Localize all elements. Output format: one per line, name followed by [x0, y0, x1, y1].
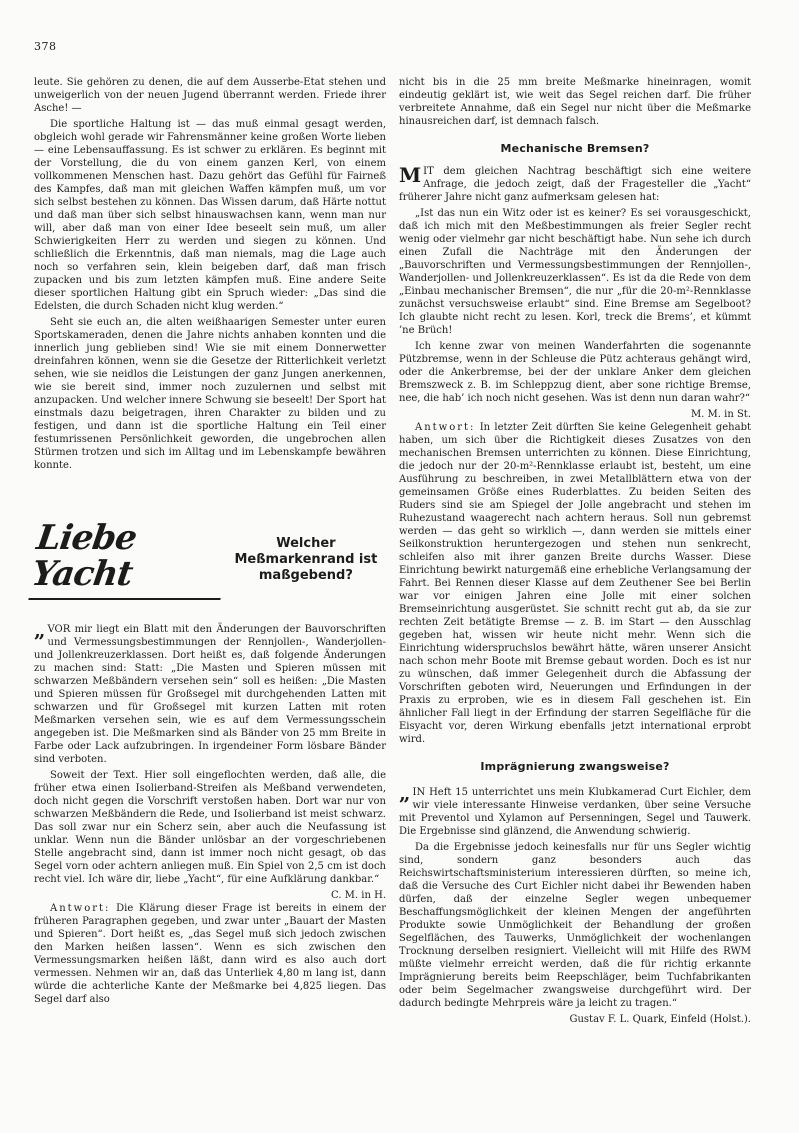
- reader-letter: „Ist das nun ein Witz oder ist es keiner? Es sei vorausgeschickt, daß ich mich mit den Meßbestimmungen als freier Segler recht wenig oder vielmehr gar nicht beschäftigt habe. Nun sehe ich durch einen Zufall die Nachträge mit den Änderungen der „Bauvorschriften und Vermessungsbestimmungen der Rennjollen-, Wanderjollen- und Jollenkreuzerklassen“. Es ist da die Rede von dem „Einbau mechanischer Bremsen“, die nur „für die 20-m²-Rennklasse zunächst versuchsweise erlaubt“ sind. Eine Bremse am Segelboot? Ich glaubte nicht recht zu lesen. Korl, treck die Brems’, et kümmt ’ne Brüch!: [399, 208, 751, 336]
- article-title: Welcher Meßmarkenrand ist maßgebend?: [234, 536, 378, 583]
- reader-letter: „ VOR mir liegt ein Blatt mit den Änderungen der Bauvorschriften und Vermessungsbestimmungen der Rennjollen-, Wanderjollen- und Jollenkreuzerklassen. Dort heißt es, daß folgende Änderungen zu machen sind: Statt: „Die Masten und Spieren müssen mit schwarzen Meßbändern versehen sein“ soll es heißen: „Die Masten und Spieren müssen für Großsegel mit durchgehenden Latten mit schwarzen und für Großsegel mit kurzen Latten mit roten Meßmarken versehen sein, wie es auf dem Vermessungsschein angegeben ist. Die Meßmarken sind als Bänder von 25 mm Breite in Farbe oder Lack aufzubringen. In irgendeiner Form lösbare Bänder sind verboten.: [34, 620, 386, 766]
- answer-label: Antwort:: [415, 422, 476, 433]
- signature: C. M. in H.: [331, 890, 386, 901]
- body-paragraph: Seht sie euch an, die alten weißhaarigen Semester unter euren Sportskameraden, denen die Jahre nichts anhaben konnten und die innerlich jung geblieben sind! Wie sie mit einem Donnerwetter dreinfahren können, wenn sie die Gesetze der Ritterlichkeit verletzt sehen, wie sie neidlos die Leistungen der ganz Jungen anerkennen, wie sie bereit sind, immer noch zuzulernen und selbst mit anzupacken. Und welcher innere Schwung sie beseelt! Der Sport hat einstmals dazu beigetragen, ihren Charakter zu bilden und zu festigen, und dann ist die sportliche Haltung ein Teil einer festumrissenen Persönlichkeit geworden, die ungebrochen allen Stürmen trotzen und sich im Alltag und im Lebenskampfe bewähren konnte.: [34, 317, 386, 471]
- page-number: 378: [34, 40, 57, 53]
- column-logo: Liebe Yacht: [28, 520, 231, 600]
- answer-paragraph: [399, 421, 751, 746]
- left-column: [29, 76, 386, 1009]
- reader-letter: MIT dem gleichen Nachtrag beschäftigt sich eine weitere Anfrage, die jedoch zeigt, daß der Fragesteller die „Yacht“ früherer Jahre nicht ganz aufmerksam gelesen hat:: [399, 163, 751, 203]
- right-column: [399, 76, 751, 1026]
- answer-text: Die Klärung dieser Frage ist bereits in einem der früheren Paragraphen gegeben, und zwar unter „Bauart der Masten und Spieren“. Dort heißt es, „das Segel muß sich jedoch zwischen den Marken heißen lassen“. Wenn es sich zwischen den Vermessungsmarken heißen läßt, dann wird es also auch dort vermessen. Nehmen wir an, daß das Unterliek 4,80 m lang ist, dann würde die achterliche Kante der Meßmarke bei 4,825 liegen. Das Segel darf also: [34, 903, 386, 1005]
- column-header: [29, 518, 386, 600]
- answer-paragraph: [34, 902, 386, 1006]
- reader-letter: Soweit der Text. Hier soll eingeflochten werden, daß alle, die früher etwa einen Isolierband-Streifen als Meßband verwendeten, doch nicht gegen die Vorschrift verstoßen haben. Dort war nur von schwarzen Meßbändern die Rede, und Isolierband ist meist schwarz. Das soll zwar nur ein Scherz sein, aber auch die Neufassung ist unklar. Wenn nun die Bänder unlösbar an der vorgeschriebenen Stelle angebracht sind, dann ist immer noch nicht gesagt, ob das Segel vorn oder achtern anliegen muß. Ein Spiel von 2,5 cm ist doch recht viel. Ich wäre dir, liebe „Yacht“, für eine Aufklärung dankbar.“: [34, 770, 386, 885]
- signature: Gustav F. L. Quark, Einfeld (Holst.).: [569, 1014, 751, 1025]
- reader-letter: „ IN Heft 15 unterrichtet uns mein Klubkamerad Curt Eichler, dem wir viele interessante Hinweise verdanken, über seine Versuche mit Preventol und Xylamon auf Persenningen, Segel und Tauwerk. Die Ergebnisse sind glänzend, die Anwendung schwierig.: [399, 783, 751, 838]
- reader-letter: Da die Ergebnisse jedoch keinesfalls nur für uns Segler wichtig sind, sondern ganz besonders auch das Reichswirtschaftsministerium interessieren dürften, so meine ich, daß die Versuche des Curt Eichler nicht dabei ihr Bewenden haben dürfen, daß der einzelne Segler wegen unbequemer Beschaffungsmöglichkeit der kleinen Mengen der angeführten Produkte sowie Unmöglichkeit der Behandlung der großen Segelflächen, des Tauwerks, Unmöglichkeit der wochenlangen Trocknung derselben resigniert. Vielleicht will mit Hilfe des RWM müßte vielmehr erreicht werden, daß die für richtig erkannte Imprägnierung bereits beim Reepschläger, beim Tuchfabrikanten oder beim Segelmacher zwangsweise durchgeführt wird. Der dadurch bedingte Mehrpreis wäre ja leicht zu tragen.“: [399, 842, 751, 1009]
- body-paragraph: Die sportliche Haltung ist — das muß einmal gesagt werden, obgleich wohl gerade wir Fahrensmänner keine großen Worte lieben — eine Lebensauffassung. Es ist schwer zu erklären. Es beginnt mit der Vorstellung, die du von einem ganzen Kerl, von einem vollkommenen Menschen hast. Dazu gehört das Gefühl für Fairneß des Kampfes, daß man mit gleichen Waffen kämpfen muß, um vor sich selbst bestehen zu können. Das Wissen darum, daß Härte nottut und daß man über sich selbst hinauswachsen kann, wenn man nur will, aber daß man von einer Idee beseelt sein muß, um aller Schwierigkeiten Herr zu werden und siegen zu können. Und schließlich die Erkenntnis, daß man niemals, mag die Lage auch noch so verfahren sein, klein beigeben darf, daß man frisch zupacken und bis zum letzten kämpfen muß. Eine andere Seite dieser sportlichen Haltung gibt ein Spruch wieder: „Das sind die Edelsten, die durch Schaden nicht klug werden.“: [34, 119, 386, 312]
- reader-letter: Ich kenne zwar von meinen Wanderfahrten die sogenannte Pützbremse, wenn in der Schleuse die Pütz achteraus gehängt wird, oder die Ankerbremse, bei der der unklare Anker dem gleichen Bremszweck z. B. im Schleppzug dient, aber sone richtige Bremse, nee, die hab’ ich noch nicht gesehen. Was ist denn nun daran wahr?“: [399, 341, 751, 404]
- body-paragraph: nicht bis in die 25 mm breite Meßmarke hineinragen, womit eindeutig geklärt ist, wie weit das Segel reichen darf. Die früher verbreitete Annahme, daß ein Segel nur nicht über die Meßmarke hinausreichen darf, ist demnach falsch.: [399, 77, 751, 127]
- signature: M. M. in St.: [690, 409, 751, 420]
- body-paragraph: leute. Sie gehören zu denen, die auf dem Ausserbe-Etat stehen und unweigerlich von der neuen Jugend überrannt werden. Friede ihrer Asche! —: [34, 77, 386, 114]
- article-title: Mechanische Bremsen?: [500, 142, 650, 155]
- article-title: Imprägnierung zwangsweise?: [480, 760, 670, 773]
- answer-text: In letzter Zeit dürften Sie keine Gelegenheit gehabt haben, um sich über die Richtigkeit dieses Zusatzes von den mechanischen Bremsen unterrichten zu können. Diese Einrichtung, die jedoch nur der 20-m²-Rennklasse erlaubt ist, besteht, um eine Ausführung zu beschreiben, in zwei Metallblättern etwa von der gemeinsamen Größe eines Ruderblattes. Zu beiden Seiten des Ruders sind sie am Spiegel der Jolle angebracht und stehen im Ruhezustand waagerecht nach achtern heraus. Soll nun gebremst werden — das geht so wirklich —, dann werden sie mittels einer Seilkonstruktion heruntergezogen und stehen nun senkrecht, schleifen also mit ihrer ganzen Breite durchs Wasser. Diese Einrichtung bewirkt naturgemäß eine erhebliche Verlangsamung der Fahrt. Bei Rennen dieser Klasse auf dem Zeuthener See bei Berlin war vor einigen Jahren eine Jolle mit einer solchen Bremseinrichtung ausgerüstet. Sie schnitt recht gut ab, da sie zur rechten Zeit betätigte Bremse — z. B. im Start — den Ausschlag gegeben hat, wissen wir heute nicht mehr. Wenn sich die Einrichtung widerspruchslos bewährt hätte, wären unserer Ansicht nach schon mehr Boote mit Bremse gebaut worden. Doch es ist nur zu wünschen, daß immer Gelegenheit durch die Abfassung der Vorschriften geboten wird, Neuerungen und Erfindungen in der Praxis zu erproben, wie es in diesem Fall geschehen ist. Ein ähnlicher Fall liegt in der Erfindung der starren Segelfläche für die Eisyacht vor, deren Wirkung ebenfalls jetzt international erprobt wird.: [399, 422, 752, 745]
- answer-label: Antwort:: [50, 903, 111, 914]
